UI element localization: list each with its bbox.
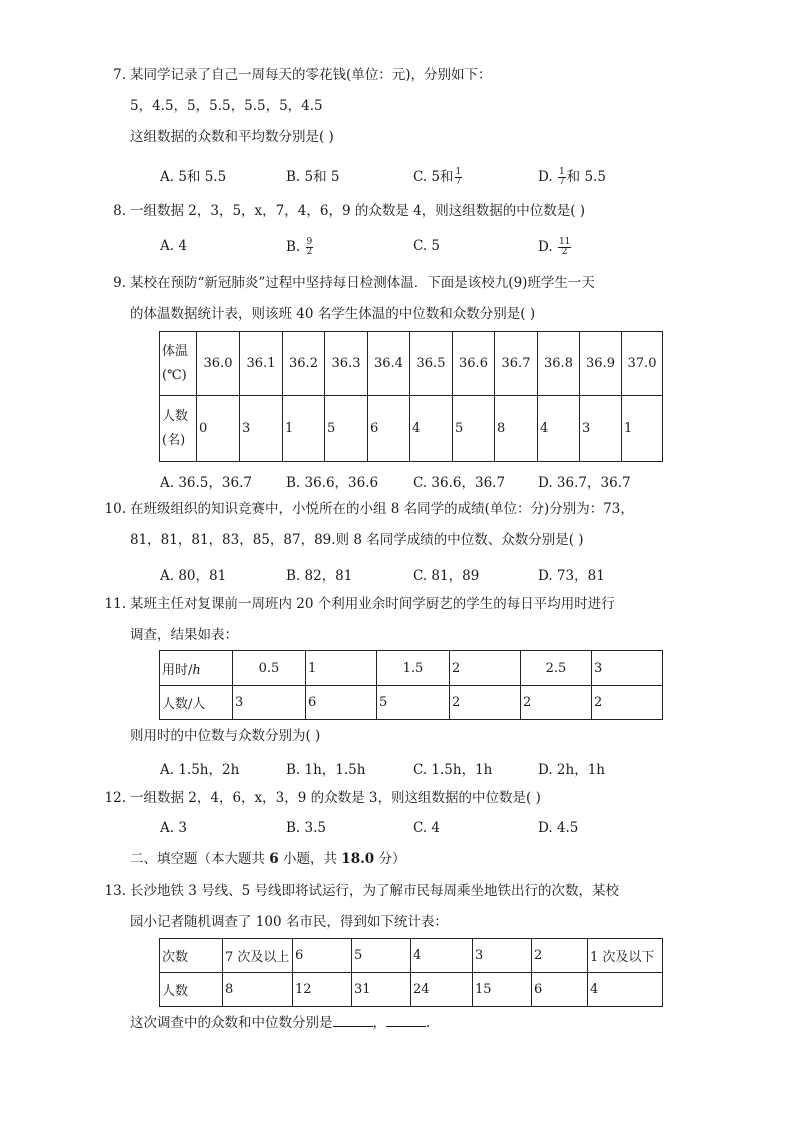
options-q7 xyxy=(160,165,680,187)
table-row xyxy=(160,651,663,686)
section-heading: 二、填空题（本大题共 6 小题，共 18.0 分） xyxy=(130,851,406,867)
row-header: 体温 (℃) xyxy=(160,332,197,396)
question-prompt: 这组数据的众数和平均数分别是( ) xyxy=(130,129,334,145)
table-cell: 6 xyxy=(306,686,377,720)
option-d[interactable]: D. 36.7，36.7 xyxy=(538,475,631,491)
table-row xyxy=(160,939,663,973)
table-cell: 5 xyxy=(325,396,368,462)
question-prompt: 这次调查中的众数和中位数分别是 xyxy=(130,1015,333,1031)
answer-blank-1[interactable] xyxy=(333,1012,373,1027)
question-number: 8. xyxy=(113,203,126,219)
table-cell: 0.5 xyxy=(233,651,306,686)
table-cell: 3 xyxy=(473,939,532,973)
table-cell: 6 xyxy=(293,939,352,973)
table-cell: 36.8 xyxy=(538,332,580,396)
option-a[interactable]: A. 3 xyxy=(160,820,187,836)
table-cell: 36.1 xyxy=(240,332,283,396)
table-cell: 4 xyxy=(410,396,453,462)
question-9 xyxy=(113,268,670,330)
table-cell: 36.2 xyxy=(283,332,325,396)
table-cell: 6 xyxy=(532,973,588,1007)
table-cell: 4 xyxy=(588,973,663,1007)
temperature-table xyxy=(159,331,663,462)
table-cell: 6 xyxy=(368,396,410,462)
question-text: 某校在预防“新冠肺炎”过程中坚持每日检测体温．下面是该校九(9)班学生一天 xyxy=(130,275,595,291)
table-cell: 15 xyxy=(473,973,532,1007)
table-cell: 36.7 xyxy=(495,332,538,396)
option-c-text: C. 5和 xyxy=(413,169,454,185)
table-cell: 2 xyxy=(450,651,521,686)
table-cell: 1.5 xyxy=(377,651,450,686)
option-b[interactable]: B. 1h，1.5h xyxy=(286,762,366,778)
question-8 xyxy=(113,196,670,227)
question-text: 长沙地铁 3 号线、5 号线即将试运行，为了解市民每周乘坐地铁出行的次数，某校 xyxy=(130,883,620,899)
row-header: 次数 xyxy=(160,939,223,973)
table-cell: 2 xyxy=(592,686,663,720)
fraction: $\frac{1}{7}$ xyxy=(558,167,565,187)
question-text: 一组数据 2，4，6，x，3，9 的众数是 3，则这组数据的中位数是( ) xyxy=(130,790,541,806)
option-b[interactable]: B. 5和 5 xyxy=(286,169,340,185)
table-cell: 36.3 xyxy=(325,332,368,396)
row-header: 人数/人 xyxy=(160,686,233,720)
table-cell: 36.9 xyxy=(580,332,622,396)
table-cell: 2 xyxy=(521,686,592,720)
table-cell: 8 xyxy=(495,396,538,462)
option-a[interactable]: A. 4 xyxy=(160,238,187,254)
question-number: 7. xyxy=(113,67,126,83)
table-cell: 2 xyxy=(450,686,521,720)
option-c[interactable]: C. 36.6，36.7 xyxy=(413,475,506,491)
option-c[interactable]: C. 1.5h，1h xyxy=(413,762,493,778)
question-number: 13. xyxy=(104,883,126,899)
table-row xyxy=(160,396,663,462)
option-c[interactable]: C. 5 xyxy=(413,238,441,254)
fraction: $\frac{11}{2}$ xyxy=(558,237,571,257)
options-q12 xyxy=(160,820,680,842)
question-10 xyxy=(104,494,670,556)
question-number: 10. xyxy=(104,501,126,517)
table-cell: 4 xyxy=(538,396,580,462)
option-d[interactable] xyxy=(538,165,606,187)
option-c[interactable]: C. 81，89 xyxy=(413,568,480,584)
option-b[interactable]: B. 3.5 xyxy=(286,820,326,836)
option-a[interactable]: A. 36.5，36.7 xyxy=(160,475,252,491)
subway-table xyxy=(159,938,663,1007)
question-prompt: 则用时的中位数与众数分别为( ) xyxy=(130,728,321,744)
table-cell: 8 xyxy=(223,973,293,1007)
table-cell: 24 xyxy=(411,973,473,1007)
question-text-2: 园小记者随机调查了 100 名市民，得到如下统计表： xyxy=(130,914,448,930)
table-row xyxy=(160,973,663,1007)
question-12 xyxy=(104,783,670,814)
option-a[interactable]: A. 5和 5.5 xyxy=(160,169,227,185)
question-13-prompt xyxy=(130,1008,670,1039)
table-cell: 36.6 xyxy=(453,332,495,396)
question-text-2: 调查，结果如表： xyxy=(130,627,238,643)
option-d[interactable] xyxy=(538,238,572,257)
question-7 xyxy=(113,60,670,153)
table-cell: 3 xyxy=(233,686,306,720)
options-q9 xyxy=(160,471,680,493)
option-b[interactable]: B. 82，81 xyxy=(286,568,353,584)
option-a[interactable]: A. 1.5h，2h xyxy=(160,762,240,778)
option-c[interactable]: C. 4 xyxy=(413,820,441,836)
option-d[interactable]: D. 2h，1h xyxy=(538,762,605,778)
question-11 xyxy=(104,589,670,651)
table-cell: 31 xyxy=(352,973,411,1007)
options-q10 xyxy=(160,564,680,586)
table-cell: 12 xyxy=(293,973,352,1007)
option-d-suffix: 和 5.5 xyxy=(566,169,606,185)
table-cell: 1 次及以下 xyxy=(588,939,663,973)
separator: ， xyxy=(372,1015,386,1031)
table-cell: 4 xyxy=(411,939,473,973)
table-cell: 36.5 xyxy=(410,332,453,396)
question-text-2: 81，81，81，83，85，87，89.则 8 名同学成绩的中位数、众数分别是( ) xyxy=(130,532,584,548)
question-text-2: 的体温数据统计表，则该班 40 名学生体温的中位数和众数分别是( ) xyxy=(130,306,536,322)
row-header: 人数 xyxy=(160,973,223,1007)
option-c[interactable] xyxy=(413,165,463,187)
table-cell: 36.4 xyxy=(368,332,410,396)
option-d-text: D. xyxy=(538,239,557,255)
table-cell: 5 xyxy=(453,396,495,462)
table-cell: 3 xyxy=(580,396,622,462)
fraction: $\frac{9}{2}$ xyxy=(306,237,313,257)
table-row xyxy=(160,332,663,396)
options-q8 xyxy=(160,238,680,260)
question-text: 一组数据 2，3，5，x，7，4，6，9 的众数是 4，则这组数据的中位数是( ) xyxy=(130,203,586,219)
option-d[interactable]: D. 73，81 xyxy=(538,568,605,584)
table-cell: 37.0 xyxy=(622,332,663,396)
row-header: 人数 (名) xyxy=(160,396,197,462)
row-header: 用时/h xyxy=(160,651,233,686)
option-b-text: B. xyxy=(286,239,305,255)
table-cell: 3 xyxy=(592,651,663,686)
table-cell: 5 xyxy=(352,939,411,973)
answer-blank-2[interactable] xyxy=(386,1012,426,1027)
table-cell: 36.0 xyxy=(197,332,240,396)
table-row xyxy=(160,686,663,720)
table-cell: 1 xyxy=(306,651,377,686)
table-cell: 7 次及以上 xyxy=(223,939,293,973)
data-list: 5，4.5，5，5.5，5.5，5，4.5 xyxy=(130,98,323,114)
question-number: 11. xyxy=(104,596,126,612)
option-d[interactable]: D. 4.5 xyxy=(538,820,579,836)
table-cell: 1 xyxy=(283,396,325,462)
table-cell: 3 xyxy=(240,396,283,462)
question-text: 在班级组织的知识竞赛中，小悦所在的小组 8 名同学的成绩(单位：分)分别为：73， xyxy=(130,501,634,517)
fraction: $\frac{1}{7}$ xyxy=(455,167,462,187)
end-mark: . xyxy=(426,1015,431,1031)
option-a[interactable]: A. 80，81 xyxy=(160,568,227,584)
question-number: 9. xyxy=(113,275,126,291)
time-table xyxy=(159,650,663,720)
options-q11 xyxy=(160,758,680,780)
question-text: 某班主任对复课前一周班内 20 个利用业余时间学厨艺的学生的每日平均用时进行 xyxy=(130,596,615,612)
question-11-prompt xyxy=(130,721,670,752)
table-cell: 2 xyxy=(532,939,588,973)
table-cell: 2.5 xyxy=(521,651,592,686)
table-cell: 0 xyxy=(197,396,240,462)
table-cell: 5 xyxy=(377,686,450,720)
option-b[interactable]: B. 36.6，36.6 xyxy=(286,475,379,491)
question-number: 12. xyxy=(104,790,126,806)
question-text: 某同学记录了自己一周每天的零花钱(单位：元)，分别如下： xyxy=(130,67,492,83)
table-cell: 1 xyxy=(622,396,663,462)
question-13 xyxy=(104,876,670,938)
option-d-text: D. xyxy=(538,169,557,185)
option-b[interactable] xyxy=(286,238,314,257)
